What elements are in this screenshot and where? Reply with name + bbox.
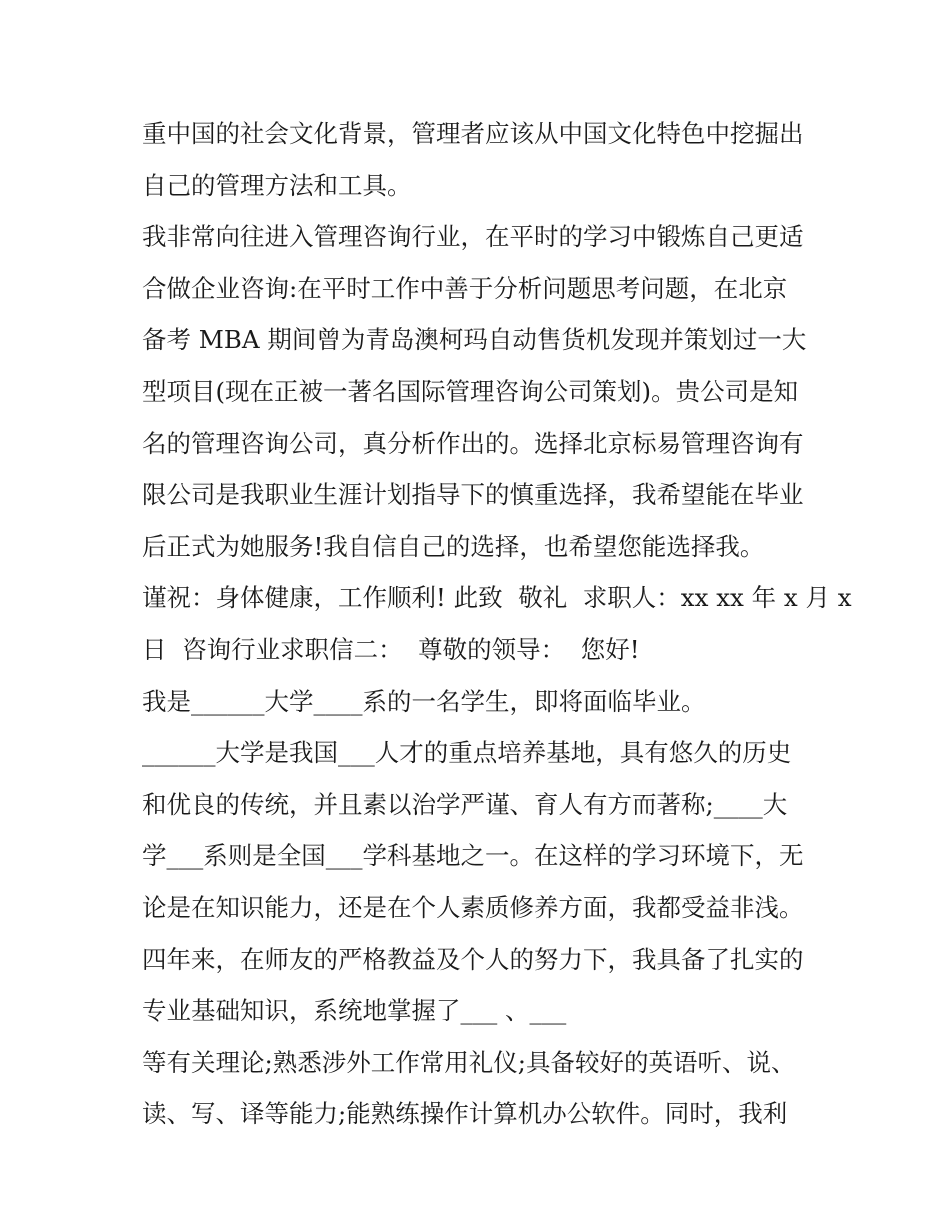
- text-line: 我非常向往进入管理咨询行业，在平时的学习中锻炼自己更适: [142, 222, 804, 252]
- text-line: ______大学是我国___人才的重点培养基地，具有悠久的历史: [142, 738, 792, 768]
- text-line: 谨祝：身体健康，工作顺利! 此致 敬礼 求职人：xx xx 年 x 月 x: [142, 583, 852, 613]
- text-line: 论是在知识能力，还是在个人素质修养方面，我都受益非浅。: [142, 892, 804, 922]
- text-line: 专业基础知识，系统地掌握了___ 、___: [142, 996, 567, 1026]
- text-line: 合做企业咨询:在平时工作中善于分析问题思考问题，在北京: [142, 273, 788, 303]
- text-line: 我是______大学____系的一名学生，即将面临毕业。: [142, 686, 706, 716]
- text-line: 等有关理论;熟悉涉外工作常用礼仪;具备较好的英语听、说、: [142, 1047, 796, 1077]
- text-line: 重中国的社会文化背景，管理者应该从中国文化特色中挖掘出: [142, 119, 804, 148]
- document-body: [142, 108, 852, 1140]
- text-line: 和优良的传统，并且素以治学严谨、育人有方而著称;____大: [142, 789, 788, 819]
- text-line: 型项目(现在正被一著名国际管理咨询公司策划)。贵公司是知: [142, 376, 799, 406]
- text-line: 后正式为她服务!我自信自己的选择，也希望您能选择我。: [142, 531, 765, 561]
- text-line: 限公司是我职业生涯计划指导下的慎重选择，我希望能在毕业: [142, 480, 804, 510]
- text-line: 学___系则是全国___学科基地之一。在这样的学习环境下，无: [142, 841, 804, 871]
- text-line: 备考 MBA 期间曾为青岛澳柯玛自动售货机发现并策划过一大: [142, 325, 807, 355]
- text-line: 读、写、译等能力;能熟练操作计算机办公软件。同时，我利: [142, 1099, 788, 1129]
- text-line: 自己的管理方法和工具。: [142, 170, 412, 200]
- text-line: 四年来，在师友的严格教益及个人的努力下，我具备了扎实的: [142, 944, 804, 974]
- text-line: 名的管理咨询公司，真分析作出的。选择北京标易管理咨询有: [142, 428, 804, 458]
- text-line: 日 咨询行业求职信二： 尊敬的领导： 您好!: [142, 634, 640, 664]
